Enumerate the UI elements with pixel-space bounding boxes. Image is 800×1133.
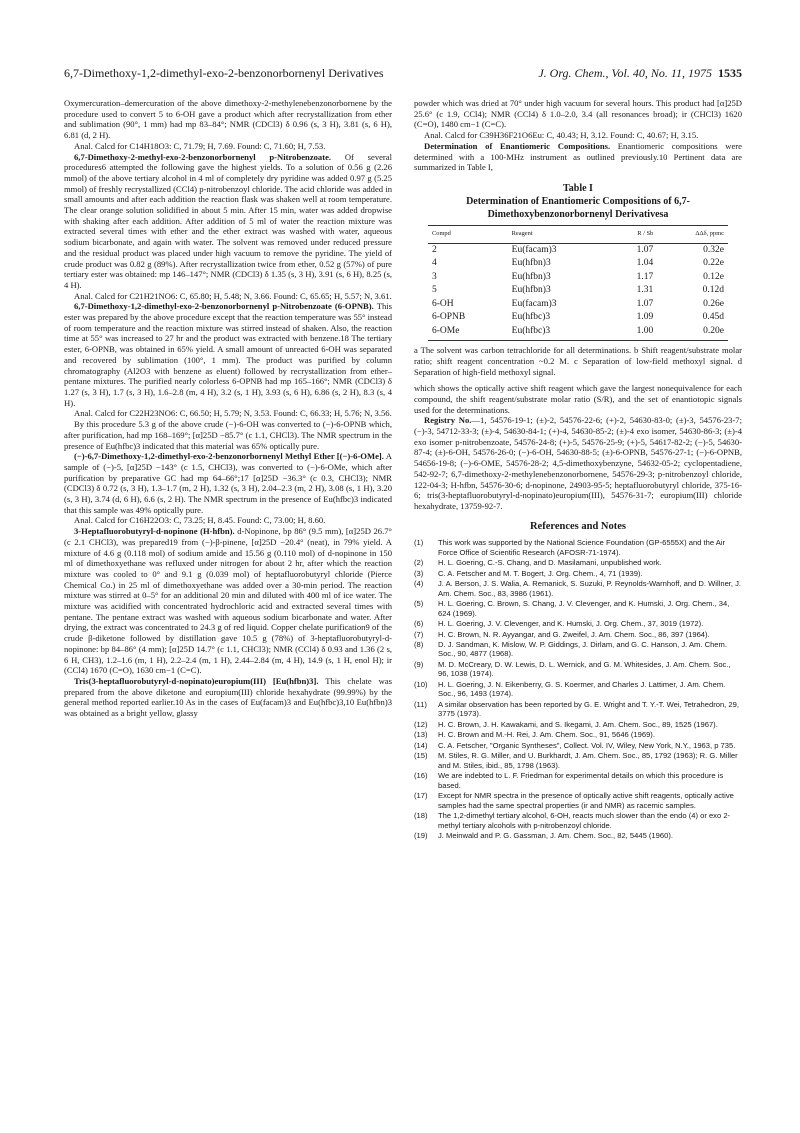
table-cell: Eu(hfbc)3 — [508, 325, 610, 341]
reference-number: (1) — [414, 538, 424, 548]
reference-number: (5) — [414, 599, 424, 609]
reference-item — [414, 640, 742, 659]
reference-number: (18) — [414, 810, 428, 820]
reference-item — [414, 538, 742, 557]
right-column-top-text — [414, 98, 742, 173]
reference-number: (19) — [414, 830, 428, 840]
reference-number: (11) — [414, 699, 427, 709]
paragraph — [64, 408, 392, 419]
references-list — [414, 538, 742, 840]
table-cell: Eu(hfbc)3 — [511, 312, 551, 323]
paragraph-text: powder which was dried at 70° under high vacuum for several hours. This product had [α]25D 25.6° (c 1.9, CCl4); NMR (CCl4) δ 1.0–2.0, 3.4 (all resonances broad); ir (CHCl3) 1620 (C=O), 1480 cm−1 (C=C). — [414, 98, 742, 130]
table-cell: Eu(hfbn)3 — [511, 285, 551, 296]
table-cell: 0.20e — [657, 325, 728, 341]
paragraph — [64, 515, 392, 526]
table-header-cell: Compd — [428, 225, 508, 243]
reference-item — [414, 700, 742, 719]
reference-number: (10) — [414, 679, 428, 689]
reference-text: H. L. Goering, C.-S. Chang, and D. Masilamani, unpublished work. — [438, 558, 662, 568]
reference-text: H. C. Brown and M.-H. Rei, J. Am. Chem. Soc., 91, 5646 (1969). — [438, 730, 655, 740]
paragraph-text: By this procedure 5.3 g of the above crude (−)-6-OH was converted to (−)-6-OPNB which, after purification, had mp 168–169°; [α]25D −85.7° (c 1.1, CHCl3). The NMR spectrum in the presence of Eu(hfbc)3 indicated that this material was 65% optically pure. — [64, 419, 392, 451]
paragraph-text: Anal. Calcd for C22H23NO6: C, 66.50; H, 5.79; N, 3.53. Found: C, 66.33; H, 5.76; N, 3.56. — [74, 408, 392, 419]
table-caption: Determination of Enantiomeric Compositions of 6,7-Dimethoxybenzonorbornenyl Derivativesa — [466, 195, 690, 220]
table-cell: 5 — [432, 285, 437, 296]
table-cell: 0.12e — [703, 271, 724, 282]
reference-number: (12) — [414, 719, 428, 729]
running-header — [64, 66, 742, 82]
table-cell: 0.12d — [702, 285, 724, 296]
reference-item — [414, 680, 742, 699]
section-heading: (−)-6,7-Dimethoxy-1,2-dimethyl-exo-2-benzonorbornenyl Methyl Ether [(−)-6-OMe]. — [74, 451, 384, 462]
section-heading: Tris(3-heptafluorobutyryl-d-nopinato)europium(III) [Eu(hfbn)3]. — [74, 675, 319, 686]
reference-number: (15) — [414, 751, 428, 760]
table-body — [428, 243, 728, 341]
section-heading: Determination of Enantiomeric Compositions. — [424, 140, 611, 151]
reference-text: H. L. Goering, J. N. Eikenberry, G. S. Koermer, and Charles J. Lattimer, J. Am. Chem. Soc., 96, 1493 (1974). — [438, 679, 726, 699]
section-heading: 3-Heptafluorobutyryl-d-nopinone (H-hfbn). — [74, 526, 235, 537]
table-cell: 6-OH — [432, 298, 454, 309]
reference-number: (16) — [414, 770, 428, 780]
table-1 — [414, 182, 742, 377]
reference-item — [414, 831, 742, 841]
paragraph-text: A sample of (−)-5, [α]25D −143° (c 1.5, CHCl3), was converted to (−)-6-OMe, which after purification by preparative GC had mp 64–66°;17 [α]25D −36.3° (c 0.3, CHCl3); NMR (CDCl3) δ 0.72 (s, 3 H), 1.3–1.7 (m, 2 H), 1.32 (s, 3 H), 2.04–2.3 (m, 2 H), 3.08 (s, 1 H), 3.20 (s, 3 H), 3.74 (d, 6 H), 6.6 (s, 2 H). The NMR spectrum in the presence of Eu(hfbc)3 indicated that this sample was 49% optically pure. — [64, 451, 392, 515]
right-column-bottom-text — [414, 383, 742, 511]
reference-number: (8) — [414, 639, 424, 649]
page-number: 1535 — [718, 66, 742, 80]
reference-number: (2) — [414, 558, 424, 568]
reference-item — [414, 660, 742, 679]
paragraph — [414, 98, 742, 130]
paragraph — [414, 130, 742, 141]
table-footnotes: a The solvent was carbon tetrachloride for all determinations. b Shift reagent/substrate molar ratio; shift reagent concentration ~0.2 M. c Separation of low-field methoxyl signal. d Separation of high-field methoxyl signal. — [414, 345, 742, 377]
references-title: References and Notes — [529, 520, 627, 532]
table-cell: 1.09 — [636, 312, 654, 323]
reference-number: (13) — [414, 730, 428, 740]
table-cell: 1.07 — [636, 244, 654, 255]
table-title: Table I — [563, 182, 593, 194]
table-cell: 4 — [432, 258, 437, 269]
table-row — [428, 271, 728, 285]
reference-number: (4) — [414, 579, 424, 589]
table-cell: 3 — [432, 271, 437, 282]
section-heading: Registry No. — [424, 415, 472, 426]
reference-item — [414, 720, 742, 730]
paragraph — [64, 141, 392, 152]
section-heading: 6,7-Dimethoxy-2-methyl-exo-2-benzonorbornenyl p-Nitrobenzoate. — [74, 151, 332, 162]
reference-item — [414, 569, 742, 579]
paragraph — [64, 419, 392, 451]
paragraph-text: Of several procedures6 attempted the following gave the highest yields. To a solution of 0.56 g (2.26 mmol) of the above tertiary alcohol in 4 ml of completely dry pyridine was added 0.97 g (5.25 mmol) of freshly recrystallized (CCl4) p-nitrobenzoyl chloride. The acid chloride was added in small amounts and after each addition the reaction flask was shaken well at room temperature. The clear orange solution solidified in about 5 min. After 15 min, water was added dropwise with shaking after each addition. After addition of 5 ml of water the reaction mixture was extracted several times with ether and the ether extract was washed with water, aqueous sodium bicarbonate, and again with water. The solvent was removed under reduced pressure and the residual product was placed under high vacuum to remove the pyridine. The yield of crude product was 0.82 g (89%). After recrystallization twice from ether, 0.52 g (57%) of pure tertiary ester was obtained: mp 146–147°; NMR (CDCl3) δ 1.35 (s, 3 H), 3.91 (s, 6 H), 8.25 (s, 4 H). — [64, 151, 392, 290]
paragraph-text: —1, 54576-19-1; (±)-2, 54576-22-6; (+)-2, 54630-83-0; (±)-3, 54576-23-7; (−)-3, 54712-33-3; (±)-4, 54630-84-1; (+)-4, 54630-85-2; (±)-4 exo isomer, 54630-86-3; (±)-4 exo isomer p-nitrobenzoate, 54576-24-8; (+)-5, 54576-25-9; (+)-5, 54617-82-2; (−)-5, 54630-87-4; (±)-6-OH, 54576-26-0; (−)-6-OH, 54630-88-5; (±)-6-OPNB, 54576-27-1; (−)-6-OPNB, 54656-19-8; (−)-6-OME, 54576-28-2; 4,5-dimethoxybenzyne, 54632-05-2; cyclopentadiene, 542-92-7; 6,7-dimethoxy-2-methylenebenzonorbornene, 54576-29-3; p-nitrobenzoyl chloride, 122-04-3; H-hfbn, 54576-30-6; d-nopinone, 24903-95-5; heptafluorobutyryl chloride, 375-16-6; tris(3-heptafluorobutyryl-d-nopinato)europium(III), 54576-31-7; europium(III) chloride hexahydrate, 13759-92-7. — [414, 415, 742, 511]
table-cell: Eu(facam)3 — [511, 298, 557, 309]
table-row — [428, 298, 728, 312]
reference-item — [414, 730, 742, 740]
reference-number: (9) — [414, 659, 424, 669]
reference-text: A similar observation has been reported by G. E. Wright and T. Y.-T. Wei, Tetrahedron, 29, 3775 (1973). — [438, 699, 739, 719]
paragraph — [64, 451, 392, 515]
reference-item — [414, 791, 742, 810]
reference-item — [414, 771, 742, 790]
reference-text: J. A. Berson, J. S. Walia, A. Remanick, S. Suzuki, P. Reynolds-Warnhoff, and D. Willner, J. Am. Chem. Soc., 83, 3986 (1961). — [438, 579, 742, 598]
table-cell: 2 — [432, 244, 437, 255]
table-header-cell: ΔΔδ, ppmc — [657, 225, 728, 243]
reference-item — [414, 619, 742, 629]
table-row — [428, 257, 728, 271]
reference-number: (7) — [414, 629, 424, 639]
left-column — [64, 98, 392, 719]
table-cell: 1.17 — [636, 271, 654, 282]
paragraph-text: Anal. Calcd for C14H18O3: C, 71.79; H, 7.69. Found: C, 71.60; H, 7.53. — [74, 140, 326, 151]
table-header-row — [428, 225, 728, 243]
table-cell: 1.31 — [636, 285, 654, 296]
reference-text: C. A. Fetscher and M. T. Bogert, J. Org. Chem., 4, 71 (1939). — [438, 568, 643, 578]
reference-text: H. C. Brown, J. H. Kawakami, and S. Ikegami, J. Am. Chem. Soc., 89, 1525 (1967). — [438, 719, 718, 729]
paragraph — [64, 152, 392, 291]
reference-text: This work was supported by the National Science Foundation (GP-6555X) and the Air Force Office of Scientific Research (AFOSR-71-1974). — [438, 538, 726, 557]
table-cell: 6-OMe — [428, 325, 508, 341]
table-cell: Eu(hfbn)3 — [511, 258, 551, 269]
paragraph-text: Anal. Calcd for C16H22O3: C, 73.25; H, 8.45. Found: C, 73.00; H, 8.60. — [74, 515, 326, 526]
table-cell: Eu(hfbn)3 — [511, 271, 551, 282]
table-row — [428, 243, 728, 257]
table-cell: 0.22e — [703, 258, 724, 269]
table-header-cell: Reagent — [508, 225, 610, 243]
reference-item — [414, 579, 742, 598]
table-cell: 0.32e — [703, 244, 724, 255]
table-cell: 6-OPNB — [432, 312, 466, 323]
paragraph — [64, 98, 392, 141]
paragraph-text: which shows the optically active shift reagent which gave the largest nonequivalence for each compound, the shift reagent/substrate molar ratio (S/R), and the set of enantiotopic signals used for the determinations. — [414, 383, 742, 415]
table-row — [428, 284, 728, 298]
paragraph — [414, 415, 742, 511]
reference-text: H. C. Brown, N. R. Ayyangar, and G. Zweifel, J. Am. Chem. Soc., 86, 397 (1964). — [438, 629, 710, 639]
table-cell: 1.07 — [636, 298, 654, 309]
reference-text: H. L. Goering, J. V. Clevenger, and K. Humski, J. Org. Chem., 37, 3019 (1972). — [438, 619, 704, 629]
paragraph — [64, 301, 392, 408]
reference-number: (3) — [414, 568, 424, 578]
table-cell: Eu(facam)3 — [511, 244, 557, 255]
paragraph — [64, 291, 392, 302]
paragraph-text: Oxymercuration–demercuration of the above dimethoxy-2-methylenebenzonorbornene by the procedure used to convert 5 to 6-OH gave a product which after recrystallization from ether and sublimation (90°, 1 mm) had mp 83–84°; NMR (CDCl3) δ 0.96 (s, 3 H), 3.81 (s, 6 H), 6.81 (d, 2 H). — [64, 98, 392, 141]
reference-text: Except for NMR spectra in the presence of optically active shift reagents, optically active samples had the same spectral properties (ir and NMR) as racemic samples. — [438, 790, 734, 810]
reference-item — [414, 811, 742, 830]
table-cell: 1.00 — [610, 325, 658, 341]
table-header-cell: R / Sb — [610, 225, 658, 243]
section-heading: 6,7-Dimethoxy-1,2-dimethyl-exo-2-benzonorbornenyl p-Nitrobenzoate (6-OPNB). — [74, 301, 374, 312]
reference-item — [414, 751, 742, 770]
journal-citation: J. Org. Chem., Vol. 40, No. 11, 1975 — [538, 66, 712, 80]
reference-text: M. Stiles, R. G. Miller, and U. Burkhardt, J. Am. Chem. Soc., 85, 1792 (1963); R. G. Miller and M. Stiles, ibid., 85, 1798 (1963). — [438, 751, 738, 770]
reference-item — [414, 741, 742, 751]
right-column — [414, 98, 742, 841]
reference-text: J. Meinwald and P. G. Gassman, J. Am. Chem. Soc., 82, 5445 (1960). — [438, 830, 673, 840]
reference-item — [414, 630, 742, 640]
table-cell: 1.04 — [636, 258, 654, 269]
reference-text: D. J. Sandman, K. Mislow, W. P. Giddings, J. Dirlam, and G. C. Hanson, J. Am. Chem. Soc., 90, 4877 (1968). — [438, 639, 727, 659]
table-row — [428, 325, 728, 341]
data-table — [428, 225, 728, 341]
paragraph — [64, 676, 392, 719]
paragraph-text: Enantiomeric compositions were determined with a 100-MHz instrument as outlined previously.10 Pertinent data are summarized in Table I, — [414, 140, 742, 173]
reference-number: (14) — [414, 740, 428, 750]
paragraph-text: This ester was prepared by the above procedure except that the reaction temperature was 55° instead of room temperature and the reaction mixture was stirred instead of shaken. Also, the reaction time at 55° was increased to 27 hr and the product was extracted with benzene.18 The tertiary ester, 6-OPNB, was obtained in 65% yield. A small amount of unreacted 6-OH was separated and recovered by sublimation (100°, 1 mm). The product was purified by column chromatography (Al2O3 with benzene as eluent) followed by recrystallization from ether–pentane mixtures. The purified nearly colorless 6-OPNB had mp 165–166°; NMR (CDCl3) δ 1.27 (s, 3 H), 1.7 (s, 3 H), 1.6–2.8 (m, 4 H), 3.2 (s, 1 H), 3.93 (s, 6 H), 6.86 (s, 2 H), 8.3 (s, 4 H). — [64, 301, 392, 408]
reference-item — [414, 599, 742, 618]
reference-number: (17) — [414, 790, 428, 800]
reference-text: We are indebted to L. F. Friedman for experimental details on which this procedure is based. — [438, 770, 724, 790]
paragraph — [414, 383, 742, 415]
reference-text: C. A. Fetscher, "Organic Syntheses", Collect. Vol. IV, Wiley, New York, N.Y., 1963, p 735. — [438, 740, 736, 750]
table-cell: 0.26e — [703, 298, 724, 309]
paragraph — [414, 141, 742, 173]
paragraph-text: Anal. Calcd for C21H21NO6: C, 65.80; H, 5.48; N, 3.66. Found: C, 65.65; H, 5.57; N, 3.61. — [74, 290, 392, 301]
table-cell: 0.45d — [702, 312, 724, 323]
paragraph — [64, 526, 392, 676]
header-title: 6,7-Dimethoxy-1,2-dimethyl-exo-2-benzonorbornenyl Derivatives — [64, 66, 384, 80]
table-row — [428, 311, 728, 325]
paragraph-text: d-Nopinone, bp 86° (9.5 mm), [α]25D 26.7° (c 2.1 CHCl3), was prepared19 from (−)-β-pinene, [α]25D −20.4° (neat), in 79% yield. A mixture of 4.6 g (0.118 mol) of sodium amide and 15.56 g (0.110 mol) of d-nopinone in 150 ml of dimethoxyethane was refluxed under nitrogen for about 2 hr, after which the reaction mixture was cooled to 0° and 9.1 g (0.039 mol) of heptafluorobutyryl chloride (Pierce Chemical Co.) in 25 ml of dimethoxyethane was added over a 30-min period. The reaction mixture was stirred at 0–5° for an additional 20 min and diluted with 400 ml of ice water. The mixture was acidified with concentrated hydrochloric acid and extracted several times with pentane. The pentane extract was washed with aqueous sodium bicarbonate and water. After drying, the extract was concentrated to 24.3 g of red liquid. Copper chelate purification9 of the crude β-diketone followed by distillation gave 10.5 g (78%) of 3-heptafluorobutyryl-d-nopinone: bp 84–86° (4 mm); [α]25D 14.7° (c 1.1, CHCl3); NMR (CCl4) δ 0.93 and 1.36 (2 s, 6 H, CH3), 1.2–1.6 (m, 1 H), 2.2–2.4 (m, 1 H), 2.44–2.84 (m, 4 H), 14.9 (s, 1 H, enol H); ir (CCl4) 1670 (C=O), 1630 cm−1 (C=C). — [64, 526, 392, 676]
paragraph-text: This chelate was prepared from the above diketone and europium(III) chloride hexahydrate (99.99%) by the general method reported earlier.10 As in the cases of Eu(facam)3 and Eu(hfbc)3,10 Eu(hfbn)3 was obtained as a bright yellow, glassy — [64, 675, 393, 719]
reference-text: H. L. Goering, C. Brown, S. Chang, J. V. Clevenger, and K. Humski, J. Org. Chem., 34, 624 (1969). — [438, 599, 730, 618]
reference-text: The 1,2-dimethyl tertiary alcohol, 6-OH, reacts much slower than the endo (4) or exo 2-methyl tertiary alcohols with p-nitrobenzoyl chloride. — [438, 810, 731, 830]
paragraph-text: Anal. Calcd for C39H36F21O6Eu: C, 40.43; H, 3.12. Found: C, 40.67; H, 3.15. — [424, 130, 699, 141]
reference-text: M. D. McCreary, D. W. Lewis, D. L. Wernick, and G. M. Whitesides, J. Am. Chem. Soc., 96, 1038 (1974). — [438, 659, 731, 679]
reference-item — [414, 558, 742, 568]
header-journal — [538, 66, 742, 81]
reference-number: (6) — [414, 619, 424, 629]
